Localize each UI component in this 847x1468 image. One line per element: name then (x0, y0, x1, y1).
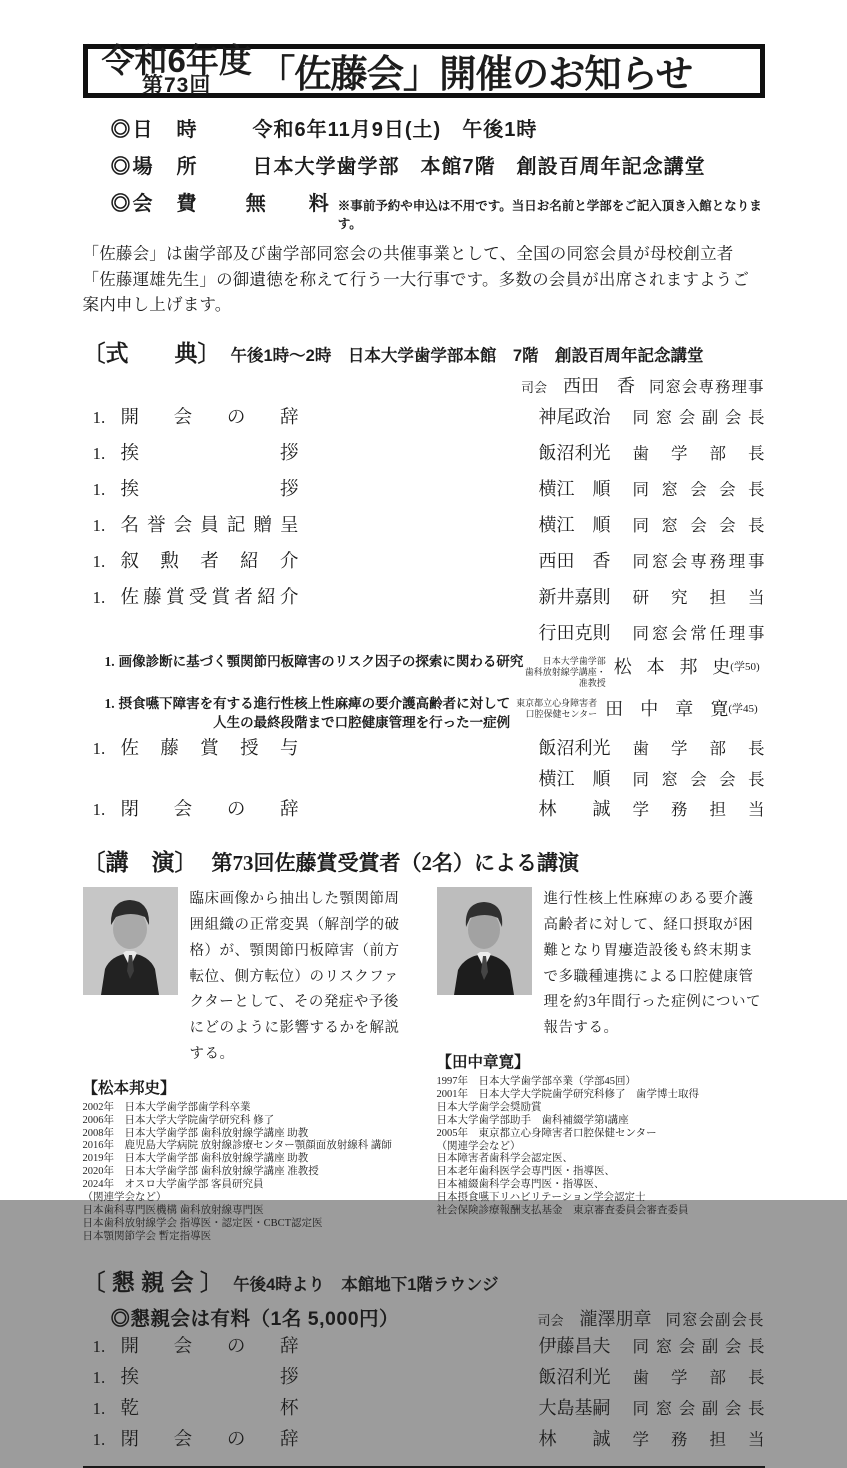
speaker-cv (83, 1102, 411, 1244)
person-name: 林 誠 (538, 799, 611, 820)
fee-value: 無 料 (245, 193, 330, 215)
reception-bracket-label: 〔 懇 親 会 〕 (82, 1268, 224, 1295)
person-name: 神尾政治 (538, 407, 611, 428)
cv-line: 日本障害者歯科学会認定医、 (436, 1153, 573, 1165)
session-label: 第73回 (142, 74, 212, 97)
cv-line: 2020年 日本大学歯学部 歯科放射線学講座 准教授 (82, 1166, 319, 1178)
program-row (83, 1428, 765, 1452)
item-label: 叙勲者紹介 (120, 552, 299, 573)
place-label: ◎場 所 (110, 156, 199, 178)
mc-name: 西田 香 (562, 376, 635, 397)
person-name: 横江 順 (538, 515, 611, 536)
award-affiliation (523, 652, 605, 689)
ceremony-program (83, 406, 765, 822)
place-value: 日本大学歯学部 本館7階 創設百周年記念講堂 (252, 156, 706, 178)
cv-line: 日本摂食嚥下リハビリテーション学会認定士 (436, 1192, 646, 1204)
person-name: 飯沼利光 (538, 738, 611, 759)
awardee-class: (学45) (728, 703, 758, 716)
person-title: 同窓会常任理事 (632, 624, 765, 644)
reception-mc-row (537, 1305, 764, 1331)
research-title: 画像診断に基づく顎関節円板障害のリスク因子の探索に関わる研究 (118, 654, 524, 670)
affiliation-line: 日本大学歯学部 (542, 656, 606, 667)
cv-line: 2001年 日本大学大学院歯学研究科修了 歯学博士取得 (436, 1088, 699, 1100)
item-number: 1. (92, 552, 106, 572)
cv-line: 2006年 日本大学大学院歯学研究科 修了 (82, 1114, 275, 1126)
research-title-line2: 人生の最終段階まで口腔健康管理を行った一症例 (213, 715, 511, 731)
item-label: 佐藤賞授与 (120, 739, 299, 760)
item-label: 開会の辞 (120, 408, 299, 429)
cv-line: 日本補綴歯科学会専門医・指導医、 (436, 1179, 605, 1191)
program-row (83, 768, 765, 791)
item-number: 1. (92, 516, 106, 536)
program-row (83, 406, 765, 430)
person-title: 同窓会専務理事 (632, 552, 765, 572)
page-title: 「佐藤会」開催のお知らせ (257, 53, 692, 96)
mc-title: 同窓会副会長 (665, 1311, 765, 1329)
reception-detail: 午後4時より 本館地下1階ラウンジ (233, 1275, 499, 1294)
item-number: 1. (104, 696, 115, 712)
reception-fee-note: ◎懇親会は有料（1名 5,000円） (110, 1307, 400, 1330)
person-name: 林 誠 (538, 1428, 611, 1449)
cv-line: （関連学会など） (82, 1192, 167, 1204)
program-row (83, 1366, 765, 1390)
intro-paragraph: 「佐藤会」は歯学部及び歯学部同窓会の共催事業として、全国の同窓会員が母校創立者「佐藤運雄先生」の御遺徳を称えて行う一大行事です。多数の会員が出席されますようご案内申し上げます。 (82, 245, 750, 315)
person-name: 行田克則 (538, 623, 611, 644)
speaker-tanaka (437, 887, 765, 1244)
speaker-matsumoto (83, 887, 411, 1244)
sato-award-presentations (83, 652, 765, 732)
reception-program (83, 1335, 765, 1452)
person-title: 同窓会副会長 (632, 408, 765, 428)
program-row (83, 478, 765, 502)
item-number: 1. (92, 444, 106, 464)
program-row (83, 1335, 765, 1359)
ceremony-mc-row (83, 372, 765, 398)
item-label: 名誉会員記贈呈 (120, 516, 299, 537)
item-number: 1. (92, 408, 106, 428)
speaker-name-label: 【田中章寛】 (436, 1053, 530, 1071)
person-name: 飯沼利光 (538, 443, 611, 464)
person-title: 同窓会会長 (632, 516, 765, 536)
item-label: 閉会の辞 (120, 1429, 299, 1450)
program-row (83, 514, 765, 538)
lecture-title: 第73回佐藤賞受賞者（2名）による講演 (211, 851, 579, 876)
reception-fee-row (83, 1303, 765, 1331)
cv-line: 日本大学歯学会奨励賞 (436, 1101, 542, 1113)
award-row (83, 652, 765, 689)
person-name: 新井嘉則 (538, 587, 611, 608)
item-number: 1. (92, 1398, 106, 1418)
program-row (83, 550, 765, 574)
item-label: 開会の辞 (120, 1336, 299, 1357)
person-title: 歯学部長 (632, 739, 765, 759)
cv-line: 1997年 日本大学歯学部卒業（学部45回） (436, 1075, 636, 1087)
award-row (83, 694, 765, 732)
person-title: 同窓会副会長 (632, 1336, 765, 1356)
ceremony-heading (83, 335, 765, 368)
info-row-place (111, 150, 765, 179)
cv-line: 2016年 鹿児島大学病院 放射線診療センター顎顔面放射線科 講師 (82, 1140, 392, 1152)
item-number: 1. (104, 654, 115, 670)
affiliation-line: 口腔保健センター (525, 709, 598, 720)
info-row-fee (111, 187, 765, 232)
cv-line: 日本歯科放射線学会 指導医・認定医・CBCT認定医 (82, 1217, 323, 1229)
item-label: 挨拶 (120, 1367, 299, 1388)
speaker-summary: 進行性核上性麻痺のある要介護高齢者に対して、経口摂取が困難となり胃瘻造設後も終末期まで多職種連携による口腔健康管理を約3年間行った症例について報告する。 (543, 891, 761, 1037)
item-number: 1. (92, 739, 106, 759)
affiliation-line: 歯科放射線学講座・准教授 (524, 667, 606, 689)
person-name: 大島基嗣 (538, 1397, 611, 1418)
item-number: 1. (92, 1367, 106, 1387)
award-titles (83, 652, 524, 671)
cv-line: 社会保険診療報酬支払基金 東京審査委員会審査委員 (436, 1205, 689, 1217)
reception-section (83, 1264, 765, 1468)
cv-line: 日本老年歯科医学会専門医・指導医、 (436, 1166, 615, 1178)
speaker-photo-matsumoto (83, 887, 178, 995)
item-number: 1. (92, 800, 106, 820)
banner-left (102, 44, 252, 96)
person-name: 西田 香 (538, 551, 611, 572)
person-name: 横江 順 (538, 479, 611, 500)
lecture-bracket-label: 〔講 演〕 (82, 850, 198, 876)
cv-line: 2019年 日本大学歯学部 歯科放射線学講座 助教 (82, 1153, 309, 1165)
mc-label: 司会 (537, 1312, 564, 1328)
person-name: 飯沼利光 (538, 1366, 611, 1387)
lecture-heading (83, 844, 765, 877)
item-number: 1. (92, 480, 106, 500)
title-banner (83, 44, 765, 98)
award-titles (83, 694, 511, 732)
item-number: 1. (92, 1429, 106, 1449)
lecture-section (83, 844, 765, 1244)
date-label: ◎日 時 (110, 119, 199, 141)
person-title: 学務担当 (632, 1429, 765, 1449)
cv-line: 日本大学歯学部助手 歯科補綴学第Ⅰ講座 (436, 1114, 629, 1126)
person-name: 伊藤昌夫 (538, 1335, 611, 1356)
awardee-name: 松本邦史 (613, 657, 731, 678)
item-label: 閉会の辞 (120, 800, 299, 821)
cv-line: （関連学会など） (436, 1140, 521, 1152)
person-title: 歯学部長 (632, 1367, 765, 1387)
speaker-cv (437, 1076, 765, 1218)
awardee-class: (学50) (730, 661, 760, 674)
person-title: 歯学部長 (632, 444, 765, 464)
info-row-date (111, 113, 765, 142)
item-label: 挨拶 (120, 444, 299, 465)
speaker-top (83, 887, 411, 1068)
person-name: 横江 順 (538, 769, 611, 790)
cv-line: 2024年 オスロ大学歯学部 客員研究員 (82, 1179, 264, 1191)
program-row (83, 622, 765, 645)
research-title: 摂食嚥下障害を有する進行性核上性麻痺の要介護高齢者に対して (118, 696, 511, 712)
speaker-summary: 臨床画像から抽出した顎関節周囲組織の正常変異（解剖学的破格）が、顎関節円板障害（前方転位、側方転位）のリスクファクターとして、その発症や予後にどのように影響するかを解説する。 (189, 891, 400, 1062)
program-row (83, 1397, 765, 1421)
item-label: 乾杯 (120, 1398, 299, 1419)
page-content (83, 0, 765, 1468)
speaker-top (437, 887, 765, 1042)
fee-label: ◎会 費 (110, 193, 199, 215)
event-info (83, 113, 765, 232)
cv-line: 日本歯科専門医機構 歯科放射線専門医 (82, 1205, 264, 1217)
fiscal-year-label: 令和6年度 (101, 42, 252, 79)
cv-line: 日本顎関節学会 暫定指導医 (82, 1230, 212, 1242)
person-title: 同窓会会長 (632, 480, 765, 500)
affiliation-line: 東京都立心身障害者 (516, 698, 598, 709)
speaker-name-label: 【松本邦史】 (82, 1079, 176, 1097)
program-row (83, 798, 765, 822)
ceremony-detail: 午後1時～2時 日本大学歯学部本館 7階 創設百周年記念講堂 (230, 347, 704, 366)
awardee-name: 田中章寛 (605, 699, 729, 720)
item-label: 挨拶 (120, 480, 299, 501)
mc-name: 瀧澤朋章 (579, 1308, 652, 1329)
cv-line: 2002年 日本大学歯学部歯学科卒業 (82, 1101, 251, 1113)
reception-heading (83, 1264, 765, 1297)
award-affiliation (510, 694, 597, 720)
mc-title: 同窓会専務理事 (648, 379, 765, 397)
ceremony-bracket-label: 〔式 典〕 (82, 340, 221, 367)
person-title: 同窓会会長 (632, 770, 765, 790)
fee-note: ※事前予約や申込は不用です。当日お名前と学部をご記入頂き入館となります。 (337, 199, 762, 231)
person-title: 研究担当 (632, 588, 765, 608)
mc-label: 司会 (520, 380, 547, 396)
speaker-photo-tanaka (437, 887, 532, 995)
speakers-row (83, 887, 765, 1244)
item-label: 佐藤賞受賞者紹介 (120, 588, 299, 609)
item-number: 1. (92, 1336, 106, 1356)
ceremony-section (83, 335, 765, 822)
person-title: 学務担当 (632, 800, 765, 820)
cv-line: 2008年 日本大学歯学部 歯科放射線学講座 助教 (82, 1127, 309, 1139)
program-row (83, 442, 765, 466)
program-row (83, 737, 765, 761)
person-title: 同窓会副会長 (632, 1398, 765, 1418)
bottom-divider (83, 1466, 765, 1468)
item-number: 1. (92, 588, 106, 608)
cv-line: 2005年 東京都立心身障害者口腔保健センター (436, 1127, 657, 1139)
program-row (83, 586, 765, 610)
date-value: 令和6年11月9日(土) 午後1時 (252, 119, 538, 141)
